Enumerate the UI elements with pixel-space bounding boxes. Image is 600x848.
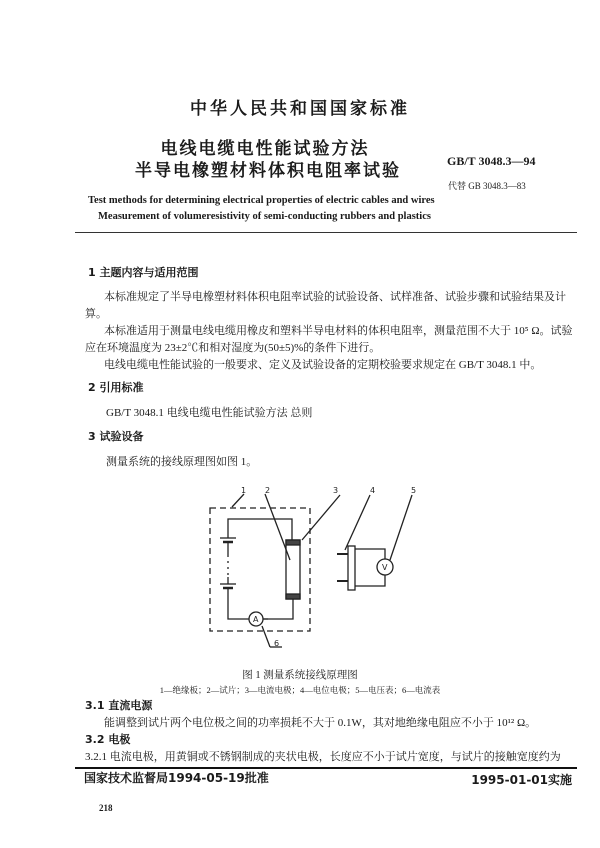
national-standard-heading: 中华人民共和国国家标准 [190, 99, 410, 119]
leader-line [390, 495, 412, 560]
label-3: 3 [333, 486, 339, 495]
label-5: 5 [411, 486, 417, 495]
section-3-1-heading: 3.1 直流电源 [85, 699, 153, 712]
s1-paragraph-1b: 算。 [85, 308, 107, 320]
replaces-note: 代替 GB 3048.3—83 [448, 181, 526, 191]
approval-date: 国家技术监督局1994-05-19批准 [84, 771, 269, 785]
wire [263, 599, 293, 619]
s2-reference: GB/T 3048.1 电线电缆电性能试验方法 总则 [106, 407, 313, 419]
standard-code: GB/T 3048.3—94 [447, 154, 536, 168]
s1-paragraph-2a: 本标准适用于测量电线电缆用橡皮和塑料半导电材料的体积电阻率，测量范围不大于 10⁵ Ω。试验 [104, 325, 573, 337]
potential-electrode-holder [348, 546, 355, 590]
s1-paragraph-3: 电线电缆电性能试验的一般要求、定义及试验设备的定期校验要求规定在 GB/T 3048.1 中。 [104, 359, 542, 371]
title-line-2: 半导电橡塑材料体积电阻率试验 [135, 161, 401, 181]
section-2-heading: 2 引用标准 [88, 381, 144, 394]
s3-2-1-paragraph: 3.2.1 电流电极，用黄铜或不锈钢制成的夹状电极，长度应不小于试片宽度，与试片的接触宽度约为 [85, 751, 561, 763]
leader-line [302, 495, 340, 540]
voltmeter-label: V [382, 563, 388, 572]
s1-paragraph-1a: 本标准规定了半导电橡塑材料体积电阻率试验的试验设备、试样准备、试验步骤和试验结果及计 [104, 291, 566, 303]
label-2: 2 [265, 486, 271, 495]
footer-divider [75, 767, 577, 769]
wire [355, 549, 385, 559]
effective-date: 1995-01-01实施 [471, 773, 572, 787]
s1-paragraph-2b: 应在环境温度为 23±2℃和相对湿度为(50±5)%的条件下进行。 [85, 342, 381, 354]
label-6: 6 [274, 639, 280, 648]
leader-line [232, 494, 244, 507]
current-electrode [286, 540, 300, 545]
section-3-2-heading: 3.2 电极 [85, 733, 131, 746]
leader-line [345, 495, 370, 550]
section-1-heading: 1 主题内容与适用范围 [88, 266, 199, 279]
wire [228, 519, 292, 540]
current-electrode [286, 594, 300, 599]
english-title-1: Test methods for determining electrical properties of electric cables and wires [88, 195, 435, 206]
figure-legend: 1—绝缘板；2—试片；3—电流电极；4—电位电极；5—电压表；6—电流表 [159, 685, 441, 695]
s3-paragraph: 测量系统的接线原理图如图 1。 [106, 456, 258, 468]
title-line-1: 电线电缆电性能试验方法 [160, 139, 370, 159]
section-3-heading: 3 试验设备 [88, 430, 144, 443]
figure-caption: 图 1 测量系统接线原理图 [242, 670, 358, 681]
leader-line [262, 626, 270, 647]
s3-1-paragraph: 能调整到试片两个电位极之间的功率损耗不大于 0.1W，其对地绝缘电阻应不小于 10¹² Ω。 [104, 717, 537, 729]
english-title-2: Measurement of volumeresistivity of semi-conducting rubbers and plastics [98, 211, 431, 222]
leader-line [265, 494, 290, 560]
ammeter-label: A [253, 615, 259, 624]
wire [355, 575, 385, 586]
specimen [286, 540, 300, 599]
label-1: 1 [241, 486, 247, 495]
label-4: 4 [370, 486, 376, 495]
page-number: 218 [99, 803, 113, 813]
